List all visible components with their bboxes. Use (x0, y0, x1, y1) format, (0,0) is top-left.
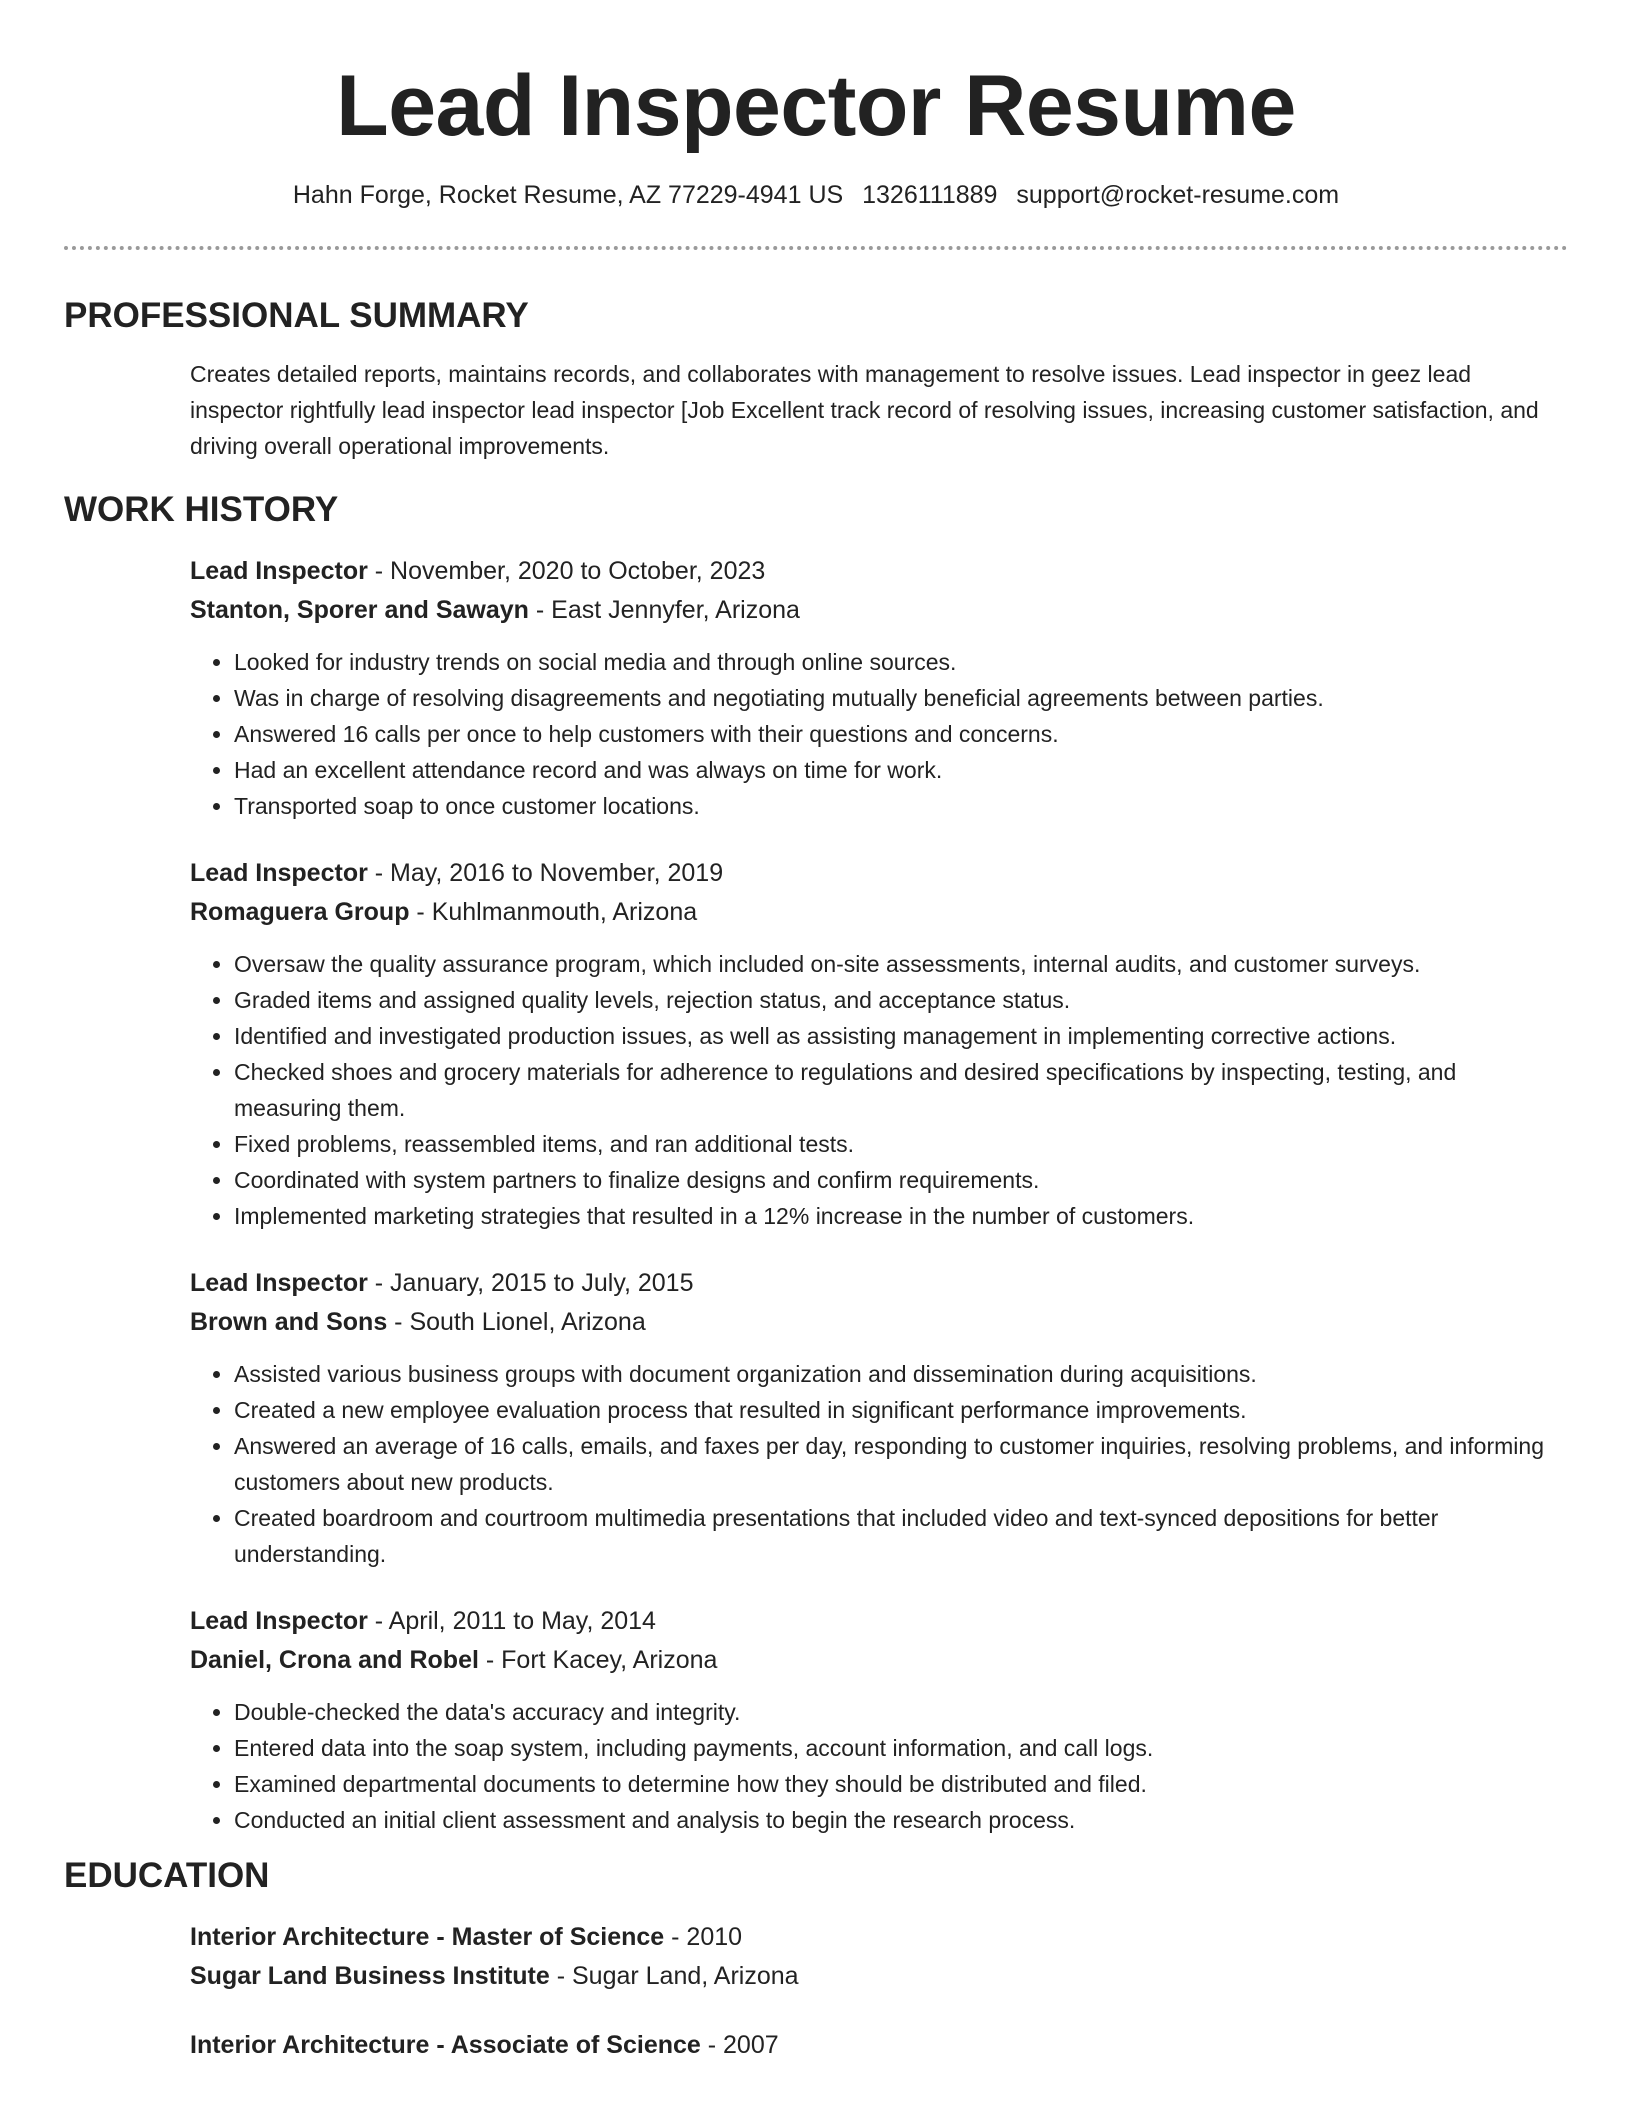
job-bullets (190, 1356, 1568, 1572)
job-bullets (190, 946, 1568, 1234)
job-bullet: • Coordinated with system partners to finalize designs and confirm requirements. (234, 1162, 1568, 1198)
job-bullets (190, 1694, 1568, 1838)
job-company-line (190, 1641, 1568, 1680)
job-entry (190, 1602, 1568, 1838)
education-school-line (190, 1957, 1568, 1996)
resume-page (64, 0, 1568, 2065)
job-bullet: • Examined departmental documents to determine how they should be distributed and filed. (234, 1766, 1568, 1802)
education-year: - 2010 (664, 1923, 743, 1951)
job-bullet: • Answered an average of 16 calls, emails, and faxes per day, responding to customer inquiries, resolving problems, and informing customers about new products. (234, 1428, 1568, 1500)
education-year: - 2007 (700, 2031, 779, 2059)
education-entry (190, 1918, 1568, 1996)
education-degree: Interior Architecture - Associate of Science (190, 2031, 701, 2059)
education-school: Sugar Land Business Institute (190, 1962, 550, 1990)
job-bullets (190, 644, 1568, 824)
header-divider (64, 246, 1568, 250)
education-degree-line (190, 1918, 1568, 1957)
summary-section (64, 294, 1568, 464)
job-dates: - November, 2020 to October, 2023 (367, 557, 766, 585)
job-title: Lead Inspector (190, 1269, 368, 1297)
education-location: - Sugar Land, Arizona (549, 1962, 799, 1990)
job-bullet: • Conducted an initial client assessment and analysis to begin the research process. (234, 1802, 1568, 1838)
job-title: Lead Inspector (190, 1607, 368, 1635)
job-entry (190, 1264, 1568, 1572)
job-entry (190, 552, 1568, 824)
job-company: Stanton, Sporer and Sawayn (190, 596, 529, 624)
job-bullet: • Double-checked the data's accuracy and integrity. (234, 1694, 1568, 1730)
summary-text: Creates detailed reports, maintains records, and collaborates with management to resolve issues. Lead inspector in geez lead inspector rightfully lead inspector lead inspector [Job Excellent track record of resolving issues, increasing customer satisfaction, and driving overall operational improvements. (190, 361, 1539, 459)
job-bullet: • Created a new employee evaluation process that resulted in significant performance improvements. (234, 1392, 1568, 1428)
job-company: Brown and Sons (190, 1308, 388, 1336)
job-title: Lead Inspector (190, 557, 368, 585)
contact-address: Hahn Forge, Rocket Resume, AZ 77229-4941 US (292, 181, 844, 209)
job-bullet: • Had an excellent attendance record and was always on time for work. (234, 752, 1568, 788)
education-heading: EDUCATION (64, 1856, 270, 1895)
summary-heading: PROFESSIONAL SUMMARY (64, 296, 529, 335)
education-entry (190, 2026, 1568, 2065)
job-title-line (190, 854, 1568, 893)
job-company-line (190, 893, 1568, 932)
job-bullet: • Created boardroom and courtroom multimedia presentations that included video and text-synced depositions for better understanding. (234, 1500, 1568, 1572)
contact-line (64, 178, 1568, 212)
job-title: Lead Inspector (190, 859, 368, 887)
job-title-line (190, 1264, 1568, 1303)
contact-email: support@rocket-resume.com (1016, 181, 1340, 209)
job-bullet: • Assisted various business groups with document organization and dissemination during acquisitions. (234, 1356, 1568, 1392)
job-bullet: • Transported soap to once customer locations. (234, 788, 1568, 824)
job-bullet: • Entered data into the soap system, including payments, account information, and call logs. (234, 1730, 1568, 1766)
job-entry (190, 854, 1568, 1234)
job-company: Romaguera Group (190, 898, 410, 926)
job-bullet: • Implemented marketing strategies that resulted in a 12% increase in the number of customers. (234, 1198, 1568, 1234)
education-degree: Interior Architecture - Master of Science (190, 1923, 665, 1951)
job-title-line (190, 1602, 1568, 1641)
resume-title: Lead Inspector Resume (336, 58, 1296, 154)
work-history-heading: WORK HISTORY (64, 490, 339, 529)
job-location: - South Lionel, Arizona (387, 1308, 646, 1336)
job-dates: - January, 2015 to July, 2015 (367, 1269, 694, 1297)
job-bullet: • Fixed problems, reassembled items, and ran additional tests. (234, 1126, 1568, 1162)
job-company-line (190, 591, 1568, 630)
job-bullet: • Identified and investigated production issues, as well as assisting management in implementing corrective actions. (234, 1018, 1568, 1054)
job-company-line (190, 1303, 1568, 1342)
job-bullet: • Looked for industry trends on social media and through online sources. (234, 644, 1568, 680)
job-bullet: • Answered 16 calls per once to help customers with their questions and concerns. (234, 716, 1568, 752)
job-bullet: • Was in charge of resolving disagreements and negotiating mutually beneficial agreements between parties. (234, 680, 1568, 716)
job-location: - Kuhlmanmouth, Arizona (409, 898, 698, 926)
job-location: - East Jennyfer, Arizona (528, 596, 800, 624)
job-company: Daniel, Crona and Robel (190, 1646, 479, 1674)
contact-phone: 1326111889 (862, 181, 998, 209)
job-title-line (190, 552, 1568, 591)
job-dates: - May, 2016 to November, 2019 (367, 859, 724, 887)
job-bullet: • Graded items and assigned quality levels, rejection status, and acceptance status. (234, 982, 1568, 1018)
work-history-section (64, 488, 1568, 1838)
job-bullet: • Checked shoes and grocery materials for adherence to regulations and desired specifications by inspecting, testing, and measuring them. (234, 1054, 1568, 1126)
job-dates: - April, 2011 to May, 2014 (367, 1607, 656, 1635)
education-section (64, 1854, 1568, 2065)
education-degree-line (190, 2026, 1568, 2065)
job-bullet: • Oversaw the quality assurance program, which included on-site assessments, internal audits, and customer surveys. (234, 946, 1568, 982)
job-location: - Fort Kacey, Arizona (478, 1646, 718, 1674)
